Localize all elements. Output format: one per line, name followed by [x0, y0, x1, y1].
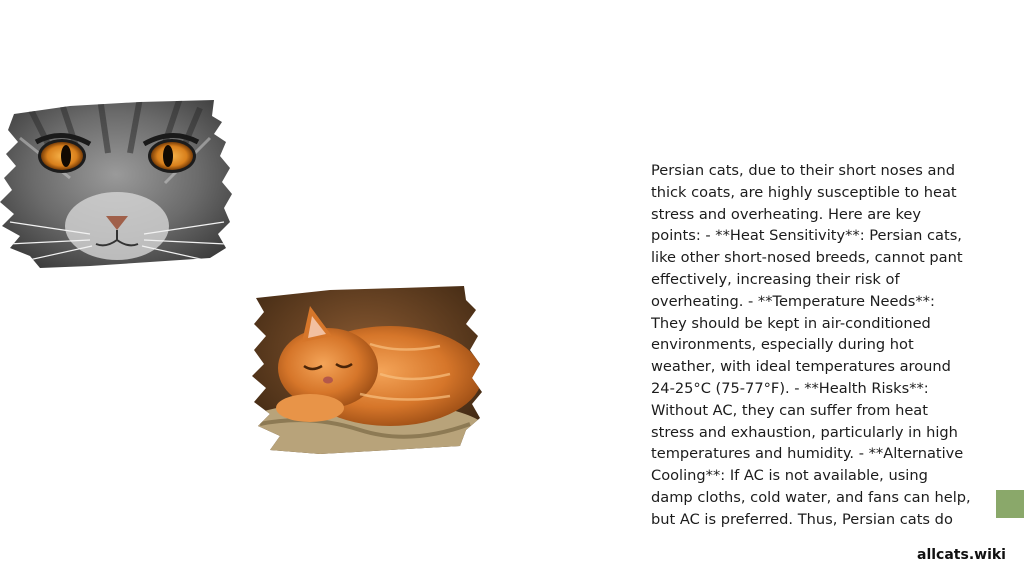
gray-cat-photo [0, 98, 232, 268]
accent-square [996, 490, 1024, 518]
site-brand-label: allcats.wiki [917, 547, 1006, 563]
article-body-text: Persian cats, due to their short noses and thick coats, are highly susceptible to heat stress and overheating. Here are key points: - **Heat Sensitivity**: Persian cats, like other short-nosed breeds, cannot pant effectively, increasing their risk of overheating. - **Temperature Needs**: They should be kept in air-conditioned environments, especially during hot weather, with ideal temperatures around 24-25°C (75-77°F). - **Health Risks**: Without AC, they can suffer from heat stress and exhaustion, particularly in high temperatures and humidity. - **Alternative Cooling**: If AC is not available, using damp cloths, cold water, and fans can help, but AC is preferred. Thus, Persian cats do [651, 162, 971, 528]
orange-cat-photo [250, 284, 482, 454]
